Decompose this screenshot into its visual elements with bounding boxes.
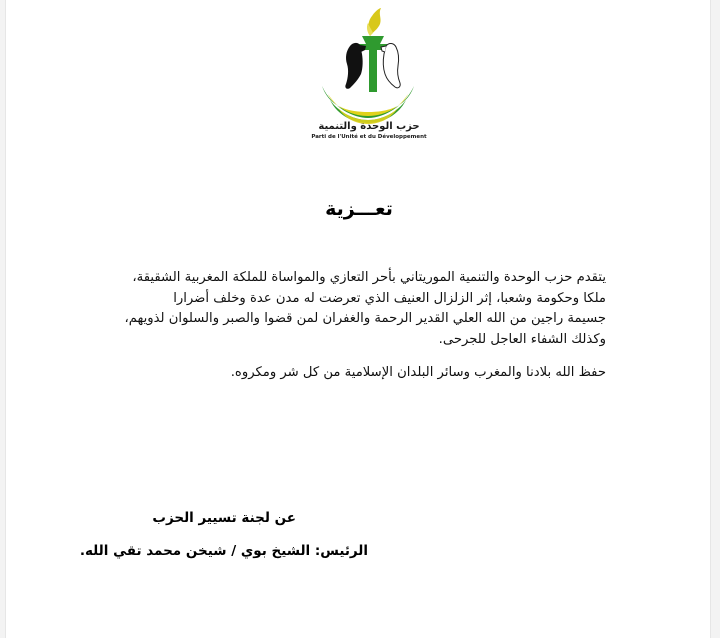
black-hand-icon	[345, 43, 362, 89]
white-hand-icon	[383, 43, 400, 87]
paragraph-1-line: جسيمة راجين من الله العلي القدير الرحمة والغفران لمن قضوا والصبر والسلوان لذويهم،	[124, 311, 606, 326]
document-title: تعـــزية	[325, 198, 393, 220]
paragraph-1-line: يتقدم حزب الوحدة والتنمية الموريتاني بأحر التعازي والمواساة للملكة المغربية الشقيقة،	[132, 270, 606, 285]
document-page	[5, 0, 711, 638]
paragraph-1-line: وكذلك الشفاء العاجل للجرحى.	[438, 331, 606, 347]
condolence-body	[116, 268, 606, 384]
paragraph-2: حفظ الله بلادنا والمغرب وسائر البلدان الإسلامية من كل شر ومكروه.	[230, 365, 606, 380]
paragraph-1-line: ملكا وحكومة وشعبا، إثر الزلزال العنيف الذي تعرضت له مدن عدة وخلف أضرارا	[173, 290, 606, 306]
signature-president: الرئيس: الشيخ بوي / شيخن محمد تقي الله.	[79, 543, 368, 559]
torch-cup-icon	[362, 36, 384, 44]
signature-committee: عن لجنة تسيير الحزب	[152, 510, 296, 526]
party-name-french: Parti de l'Unité et du Développement	[311, 134, 427, 140]
party-name-arabic: حزب الوحدة والتنمية	[318, 121, 420, 132]
